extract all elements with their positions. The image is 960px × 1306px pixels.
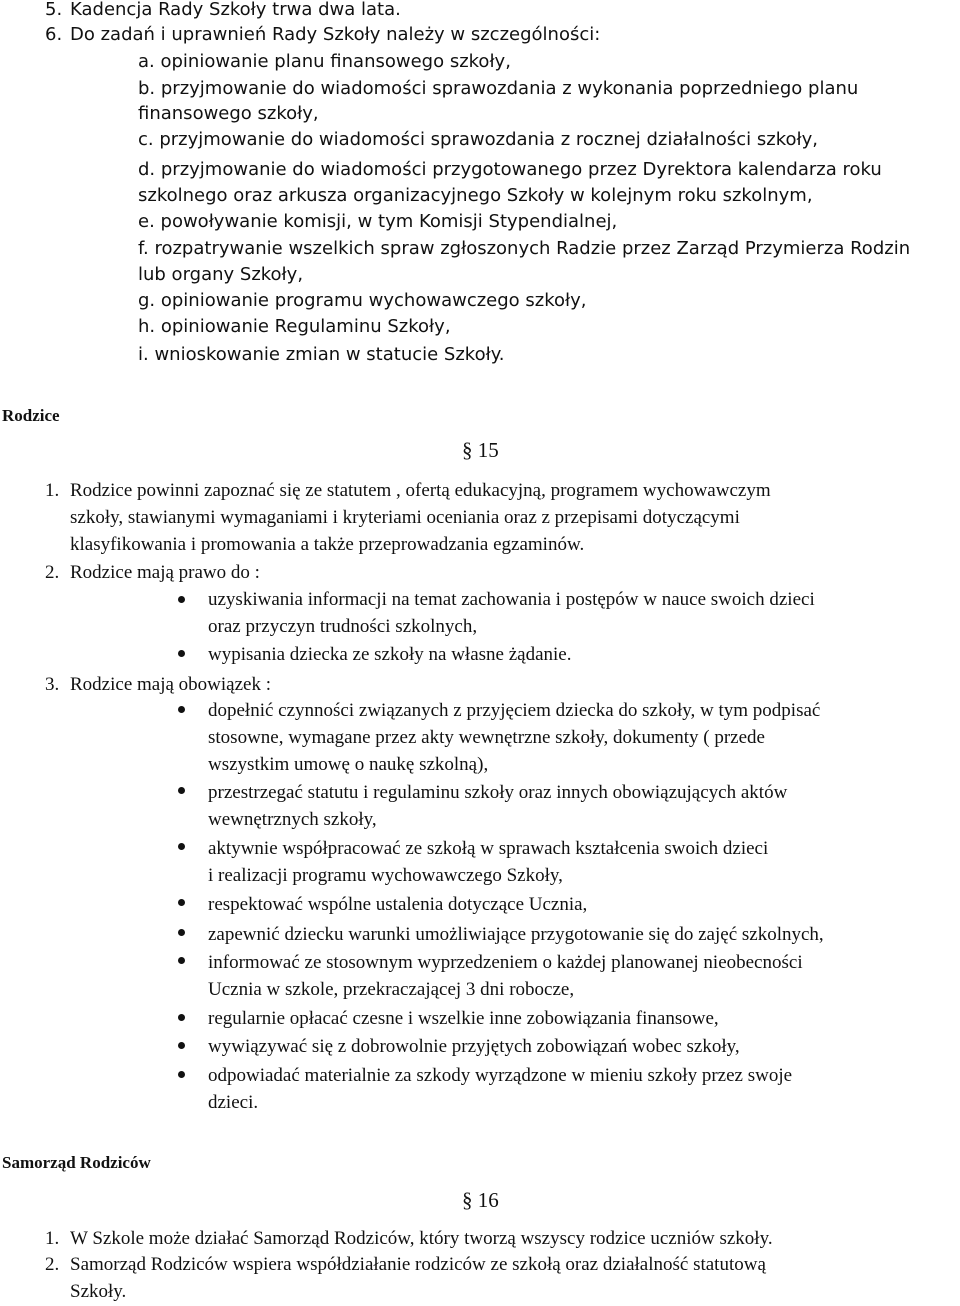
bullet-line: wewnętrznych szkoły, [208, 809, 377, 830]
paragraph-number: § 16 [462, 1188, 499, 1212]
council-task-line: a. opiniowanie planu finansowego szkoły, [138, 51, 511, 72]
bullet-line: respektować wspólne ustalenia dotyczące Ucznia, [208, 894, 588, 915]
bullet-icon [178, 1042, 185, 1049]
council-task-line: finansowego szkoły, [138, 103, 319, 124]
bullet-icon [178, 899, 185, 906]
bullet-line: informować ze stosownym wyprzedzeniem o każdej planowanej nieobecności [208, 952, 803, 973]
bullet-line: przestrzegać statutu i regulaminu szkoły oraz innych obowiązujących aktów [208, 782, 788, 803]
bullet-icon [178, 706, 185, 713]
council-item-num: 6. [45, 24, 63, 45]
paragraph-number-value: 16 [477, 1188, 499, 1212]
bullet-line: regularnie opłacać czesne i wszelkie inne zobowiązania finansowe, [208, 1008, 719, 1029]
bullet-line: Ucznia w szkole, przekraczającej 3 dni robocze, [208, 979, 575, 1000]
council-task-line: szkolnego oraz arkusza organizacyjnego Szkoły w kolejnym roku szkolnym, [138, 185, 813, 206]
bullet-icon [178, 596, 185, 603]
council-item-text: Do zadań i uprawnień Rady Szkoły należy w szczególności: [70, 24, 601, 45]
list-number: 1. [45, 480, 60, 501]
bullet-icon [178, 650, 185, 657]
list-number: 1. [45, 1228, 60, 1249]
council-item-text: Kadencja Rady Szkoły trwa dwa lata. [70, 0, 401, 20]
bullet-line: dzieci. [208, 1092, 259, 1113]
council-item-num: 5. [45, 0, 63, 20]
list-number: 2. [45, 1254, 60, 1275]
section-heading-parents-council: Samorząd Rodziców [2, 1153, 151, 1172]
paragraph-line: klasyfikowania i promowania a także przeprowadzania egzaminów. [70, 534, 585, 555]
council-task-line: c. przyjmowanie do wiadomości sprawozdania z rocznej działalności szkoły, [138, 129, 819, 150]
council-task-line: e. powoływanie komisji, w tym Komisji Stypendialnej, [138, 211, 618, 232]
bullet-icon [178, 843, 185, 850]
paragraph-line: Szkoły. [70, 1281, 127, 1302]
bullet-icon [178, 1014, 185, 1021]
paragraph-line: Rodzice mają obowiązek : [70, 674, 272, 695]
paragraph-line: W Szkole może działać Samorząd Rodziców, który tworzą wszyscy rodzice uczniów szkoły. [70, 1228, 773, 1249]
bullet-line: dopełnić czynności związanych z przyjęciem dziecka do szkoły, w tym podpisać [208, 700, 821, 721]
paragraph-number: § 15 [462, 438, 499, 462]
bullet-line: odpowiadać materialnie za szkody wyrządzone w mieniu szkoły przez swoje [208, 1065, 793, 1086]
paragraph-line: szkoły, stawianymi wymaganiami i kryteriami oceniania oraz z przepisami dotyczącymi [70, 507, 740, 528]
list-number: 3. [45, 674, 60, 695]
council-task-line: f. rozpatrywanie wszelkich spraw zgłoszonych Radzie przez Zarząd Przymierza Rodzin [138, 238, 911, 259]
council-task-line: d. przyjmowanie do wiadomości przygotowanego przez Dyrektora kalendarza roku [138, 159, 882, 180]
bullet-line: stosowne, wymagane przez akty wewnętrzne szkoły, dokumenty ( przede [208, 727, 765, 748]
paragraph-line: Samorząd Rodziców wspiera współdziałanie rodziców ze szkołą oraz działalność statutową [70, 1254, 766, 1275]
bullet-line: wszystkim umowę o naukę szkolną), [208, 754, 489, 775]
bullet-line: zapewnić dziecku warunki umożliwiające przygotowanie się do zajęć szkolnych, [208, 924, 824, 945]
council-task-line: lub organy Szkoły, [138, 264, 304, 285]
paragraph-line: Rodzice powinni zapoznać się ze statutem , ofertą edukacyjną, programem wychowawczym [70, 480, 771, 501]
council-task-line: i. wnioskowanie zmian w statucie Szkoły. [138, 344, 505, 365]
bullet-icon [178, 1071, 185, 1078]
paragraph-number-value: 15 [477, 438, 499, 462]
bullet-line: i realizacji programu wychowawczego Szkoły, [208, 865, 563, 886]
bullet-icon [178, 929, 185, 936]
bullet-icon [178, 787, 185, 794]
bullet-line: aktywnie współpracować ze szkołą w sprawach kształcenia swoich dzieci [208, 838, 769, 859]
section-heading-parents: Rodzice [2, 406, 60, 425]
paragraph-line: Rodzice mają prawo do : [70, 562, 260, 583]
council-task-line: b. przyjmowanie do wiadomości sprawozdania z wykonania poprzedniego planu [138, 78, 859, 99]
council-task-line: g. opiniowanie programu wychowawczego szkoły, [138, 290, 587, 311]
bullet-icon [178, 957, 185, 964]
council-task-line: h. opiniowanie Regulaminu Szkoły, [138, 316, 451, 337]
bullet-line: wywiązywać się z dobrowolnie przyjętych zobowiązań wobec szkoły, [208, 1036, 740, 1057]
bullet-line: wypisania dziecka ze szkoły na własne żądanie. [208, 644, 572, 665]
bullet-line: oraz przyczyn trudności szkolnych, [208, 616, 478, 637]
bullet-line: uzyskiwania informacji na temat zachowania i postępów w nauce swoich dzieci [208, 589, 815, 610]
list-number: 2. [45, 562, 60, 583]
